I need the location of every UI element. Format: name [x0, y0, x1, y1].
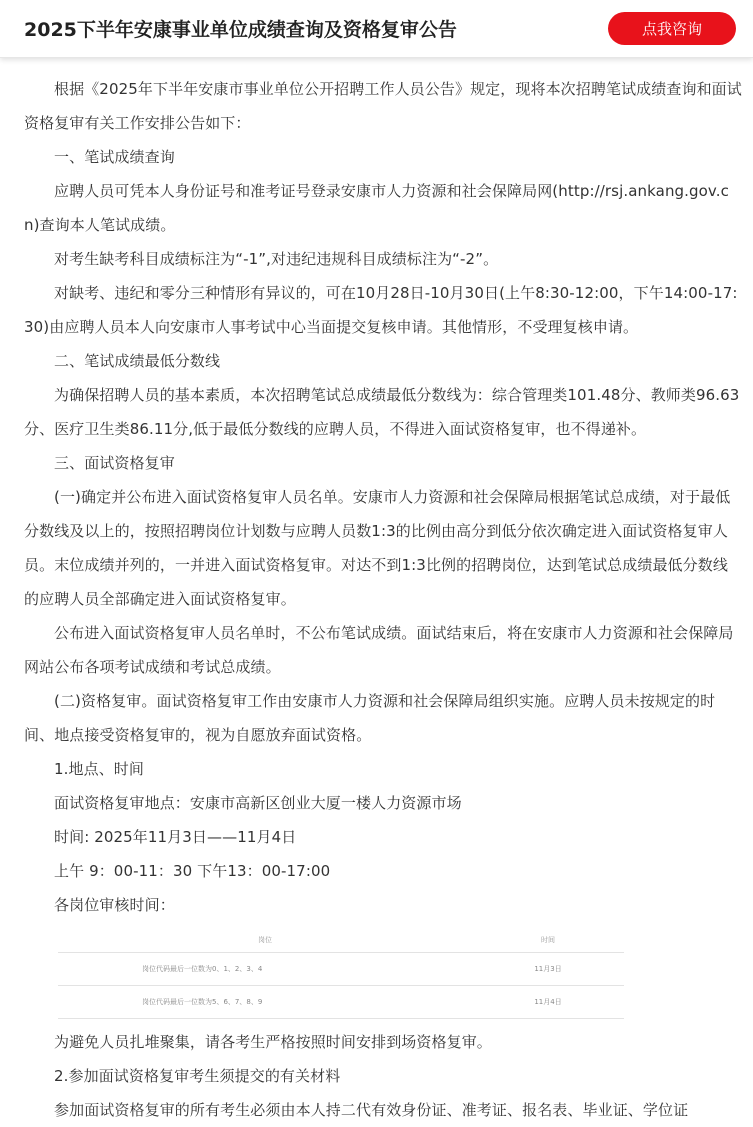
consult-button[interactable]: 点我咨询 [608, 12, 736, 45]
table-header-row [58, 928, 624, 953]
review-location: 面试资格复审地点：安康市高新区创业大厦一楼人力资源市场 [54, 794, 462, 812]
paragraph: (一)确定并公布进入面试资格复审人员名单。安康市人力资源和社会保障局根据笔试总成绩，对于最低分数线及以上的，按照招聘岗位计划数与应聘人员数1:3的比例由高分到低分依次确定进入面试资格复审人员。末位成绩并列的，一并进入面试资格复审。对达不到1:3比例的招聘岗位，达到笔试总成绩最低分数线的应聘人员全部确定进入面试资格复审。 [24, 488, 731, 608]
table-row [58, 986, 624, 1019]
page-title: 2025下半年安康事业单位成绩查询及资格复审公告 [24, 19, 457, 41]
article-body [0, 58, 753, 1127]
review-hours: 上午 9：00-11：30 下午13：00-17:00 [54, 862, 331, 880]
review-date: 时间: 2025年11月3日——11月4日 [54, 828, 297, 846]
table-header-time: 时间 [472, 928, 624, 953]
table-cell-position: 岗位代码最后一位数为0、1、2、3、4 [58, 953, 472, 986]
page-header [0, 0, 753, 58]
table-cell-date: 11月3日 [472, 953, 624, 986]
paragraph: 对考生缺考科目成绩标注为“-1”,对违纪违规科目成绩标注为“-2”。 [54, 250, 499, 268]
paragraph: 应聘人员可凭本人身份证号和准考证号登录安康市人力资源和社会保障局网(http://rsj.ankang.gov.cn)查询本人笔试成绩。 [24, 182, 729, 234]
paragraph: 参加面试资格复审的所有考生必须由本人持二代有效身份证、准考证、报名表、毕业证、学位证 [54, 1101, 689, 1119]
subheading-materials: 2.参加面试资格复审考生须提交的有关材料 [54, 1067, 341, 1085]
intro-paragraph: 根据《2025年下半年安康市事业单位公开招聘工作人员公告》规定，现将本次招聘笔试成绩查询和面试资格复审有关工作安排公告如下： [24, 80, 742, 132]
table-cell-date: 11月4日 [472, 986, 624, 1019]
subheading-location-time: 1.地点、时间 [54, 760, 145, 778]
paragraph: 公布进入面试资格复审人员名单时，不公布笔试成绩。面试结束后，将在安康市人力资源和社会保障局网站公布各项考试成绩和考试总成绩。 [24, 624, 734, 676]
table-row [58, 953, 624, 986]
table-cell-position: 岗位代码最后一位数为5、6、7、8、9 [58, 986, 472, 1019]
paragraph: (二)资格复审。面试资格复审工作由安康市人力资源和社会保障局组织实施。应聘人员未按规定的时间、地点接受资格复审的，视为自愿放弃面试资格。 [24, 692, 716, 744]
section-heading-qualification-review: 三、面试资格复审 [54, 454, 175, 472]
paragraph: 对缺考、违纪和零分三种情形有异议的，可在10月28日-10月30日(上午8:30-12:00，下午14:00-17:30)由应聘人员本人向安康市人事考试中心当面提交复核申请。其他情形，不受理复核申请。 [24, 284, 738, 336]
schedule-label: 各岗位审核时间： [54, 896, 175, 914]
section-heading-score-query: 一、笔试成绩查询 [54, 148, 175, 166]
section-heading-min-score: 二、笔试成绩最低分数线 [54, 352, 221, 370]
schedule-table [58, 928, 624, 1019]
paragraph: 为避免人员扎堆聚集，请各考生严格按照时间安排到场资格复审。 [54, 1033, 492, 1051]
table-header-position: 岗位 [58, 928, 472, 953]
paragraph: 为确保招聘人员的基本素质，本次招聘笔试总成绩最低分数线为：综合管理类101.48分、教师类96.63分、医疗卫生类86.11分,低于最低分数线的应聘人员，不得进入面试资格复审，也不得递补。 [24, 386, 740, 438]
